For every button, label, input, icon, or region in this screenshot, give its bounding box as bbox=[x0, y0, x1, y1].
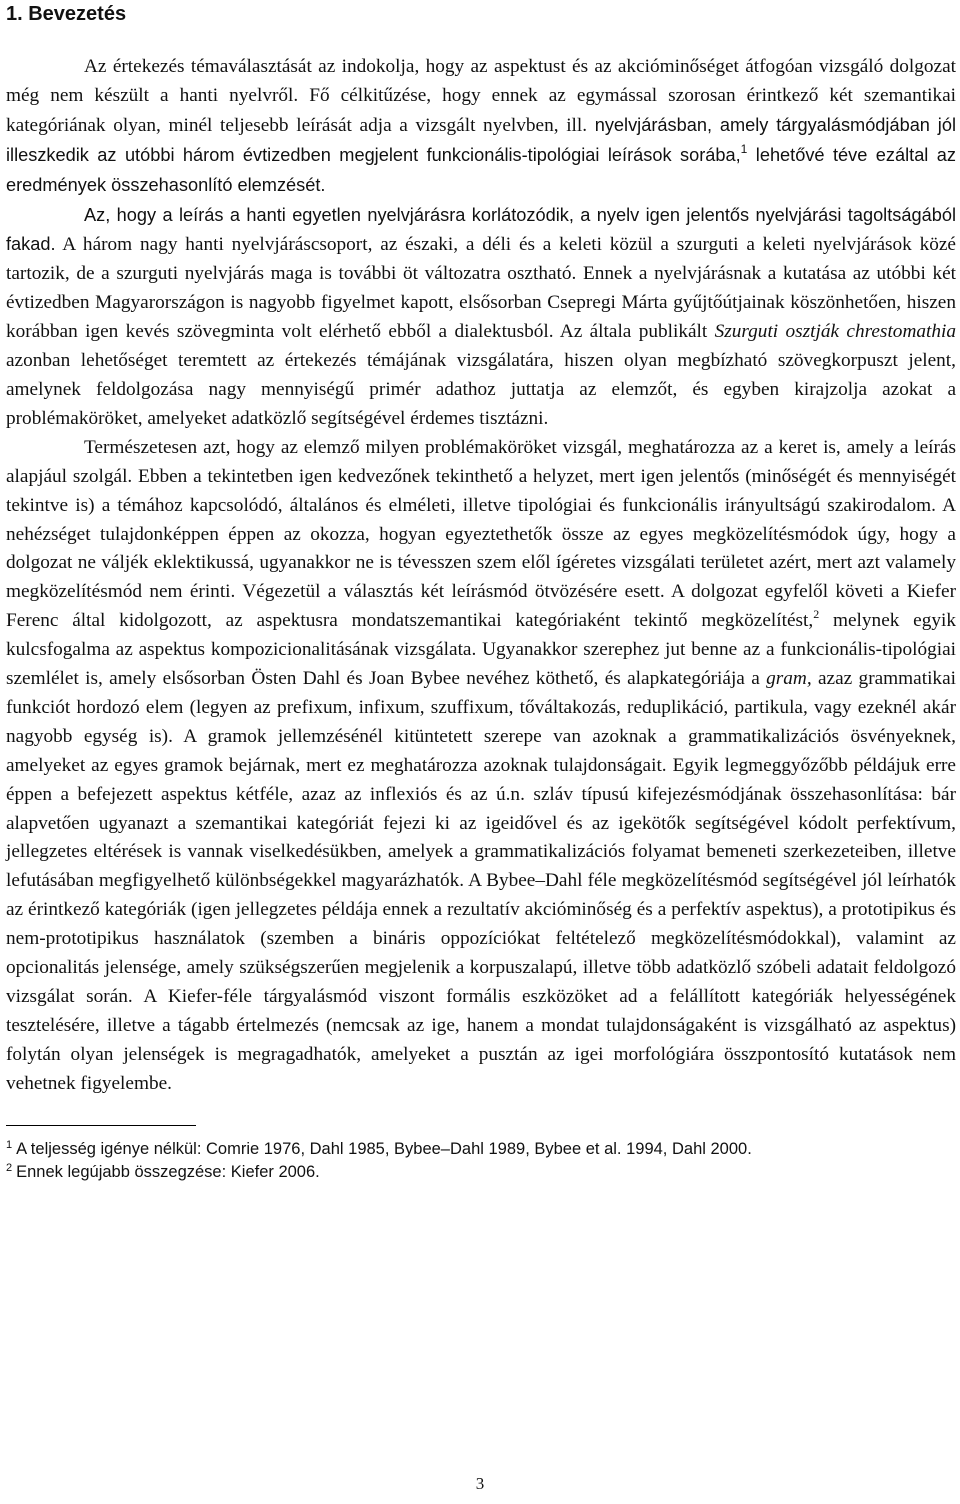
footnote-2-number: 2 bbox=[6, 1161, 13, 1174]
footnote-1 bbox=[6, 1138, 956, 1161]
book-title: Szurguti osztják chrestomathia bbox=[714, 321, 956, 343]
paragraph-1-part-1: Az értekezés témaválasztását az indokolja, hogy az aspektust és az akcióminőséget átfogóan vizsgáló dolgozat még nem készült a hanti nyelvről. Fő célkitűzése, hogy ennek az egymással szorosan érintkező két szemantikai kategóriának olyan, minél teljesebb leírását adja a vizsgált nyelvben, ill. bbox=[6, 56, 956, 136]
paragraph-1 bbox=[6, 53, 956, 201]
term-gram: gram, bbox=[766, 668, 812, 690]
paragraph-1-part-2-text: nyelvjárásban, amely tárgyalásmódjában jól illeszkedik az utóbbi három évtizedben megjelent funkcionális-tipológiai leírások sorába, bbox=[6, 114, 956, 165]
paragraph-3-part-3: azaz grammatikai funkciót hordozó elem (legyen az prefixum, infixum, szuffixum, tőváltakozás, reduplikáció, partikula, vagy ezeknél akár nagyobb egység is). A gramok jellemzésénél kitüntetett szerepe van azoknak a grammatikalizációs ösvényeknek, amelyeket az egyes gramok bejárnak, mert ez meghatározza azoknak tulajdonságait. Egyik legmeggyőzőbb példájuk erre éppen a befejezett aspektus kétféle, azaz az inflexiós és az ú.n. szláv típusú kifejezésmódjának összehasonlítása: bár alapvetően ugyanazt a szemantikai kategóriát fejezi ki az igeidővel és az igekötők segítségével kódolt perfektívum, jellegzetes eltérések is vannak viselkedésükben, amelyek a grammatikalizációs folyamat bemeneti szerkezeteiben, illetve lefutásában megfigyelhető különbségekkel magyarázhatók. A Bybee–Dahl féle megközelítésmód segítségével jól leírhatók az érintkező kategóriák (igen jellegzetes példája ennek a rezultatív akcióminőség és a perfektív aspektus), a prototipikus és nem-prototipikus használatok (szemben a bináris oppozíciókat feltételező megközelítésmódokkal), valamint az opcionalitás jelensége, amely szükségszerűen megjelenik a korpuszalapú, illetve több adatközlő szóbeli adatait feldolgozó vizsgálat során. A Kiefer-féle tárgyalásmód viszont formális eszközöket ad a felállított kategóriák helyességének tesztelésére, illetve a tágabb értelmezés (nemcsak az ige, hanem a mondat tulajdonságaként is vizsgálható az aspektus) folytán olyan jelenségek is megragadhatók, amelyeket a pusztán az igei morfológiára összpontosító kutatások nem vehetnek figyelembe. bbox=[6, 668, 956, 1094]
paragraph-3 bbox=[6, 434, 956, 1099]
footnote-ref-1[interactable]: 1 bbox=[740, 141, 748, 156]
footnote-2-text: Ennek legújabb összegzése: Kiefer 2006. bbox=[16, 1162, 320, 1181]
paragraph-2-part-3: azonban lehetőséget teremtett az értekezés témájának vizsgálatára, hiszen olyan megbízható szövegkorpuszt jelent, amelynek feldolgozása nagy mennyiségű primér adathoz juttatja az elemzőt, és egyben kirajzolja azokat a problémaköröket, amelyeket adatközlő segítségével érdemes tisztázni. bbox=[6, 350, 956, 429]
footnote-2 bbox=[6, 1161, 956, 1184]
paragraph-1-part-3: lehetővé téve ezáltal az eredmények összehasonlító elemzését. bbox=[6, 144, 956, 195]
footnote-1-text: A teljesség igénye nélkül: Comrie 1976, Dahl 1985, Bybee–Dahl 1989, Bybee et al. 1994, Dahl 2000. bbox=[16, 1139, 752, 1158]
footnote-ref-2[interactable]: 2 bbox=[813, 607, 820, 622]
paragraph-3-part-1: Természetesen azt, hogy az elemző milyen problémaköröket vizsgál, meghatározza az a keret is, amely a leírás alapjául szolgál. Ebben a tekintetben igen kedvezőnek tekinthető a helyzet, mert igen jelentős (minőségét és mennyiségét tekintve is) a témához kapcsolódó, általános és elméleti, illetve tipológiai és funkcionális irányultságú szakirodalom. A nehézséget tulajdonképpen éppen az okozza, hogyan egyeztethetők össze az egyes megközelítésmódok úgy, hogy a dolgozat ne váljék eklektikussá, ugyanakkor ne is tévesszen szem elől ígéretes vizsgálati területet azért, mert azt valamely megközelítésmód nem érinti. Végezetül a választás két leírásmód ötvözésére esett. A dolgozat egyfelől követi a Kiefer Ferenc által kidolgozott, az aspektusra mondatszemantikai kategóriaként tekintő megközelítést, bbox=[6, 436, 956, 632]
footnotes bbox=[6, 1138, 956, 1184]
document-page bbox=[6, 0, 956, 1184]
body-text bbox=[6, 53, 956, 1099]
section-heading: 1. Bevezetés bbox=[6, 3, 127, 25]
footnote-separator bbox=[6, 1125, 196, 1126]
page-number: 3 bbox=[475, 1474, 485, 1493]
footnote-1-number: 1 bbox=[6, 1138, 13, 1151]
paragraph-2 bbox=[6, 201, 956, 434]
paragraph-2-part-1: Az, hogy a leírás a hanti egyetlen nyelvjárásra korlátozódik, a nyelv igen jelentős nyelvjárási tagoltságából fakad. bbox=[6, 204, 956, 255]
paragraph-3-part-2: melynek egyik kulcsfogalma az aspektus kompozicionalitásának vizsgálata. Ugyanakkor szerephez jut benne az a funkcionális-tipológiai szemlélet is, amely elsősorban Östen Dahl és Joan Bybee nevéhez köthető, és alapkategóriája a bbox=[6, 610, 956, 690]
paragraph-2-part-2: A három nagy hanti nyelvjáráscsoport, az északi, a déli és a keleti közül a szurguti a keleti nyelvjárások közé tartozik, de a szurguti nyelvjárás maga is további öt változatra osztható. Ennek a nyelvjárásnak a kutatása az utóbbi két évtizedben Magyarországon is nagyobb figyelmet kapott, elsősorban Csepregi Márta gyűjtőútjainak köszönhetően, hiszen korábban igen kevés szövegminta volt elérhető ebből a dialektusból. Az általa publikált bbox=[6, 234, 956, 343]
